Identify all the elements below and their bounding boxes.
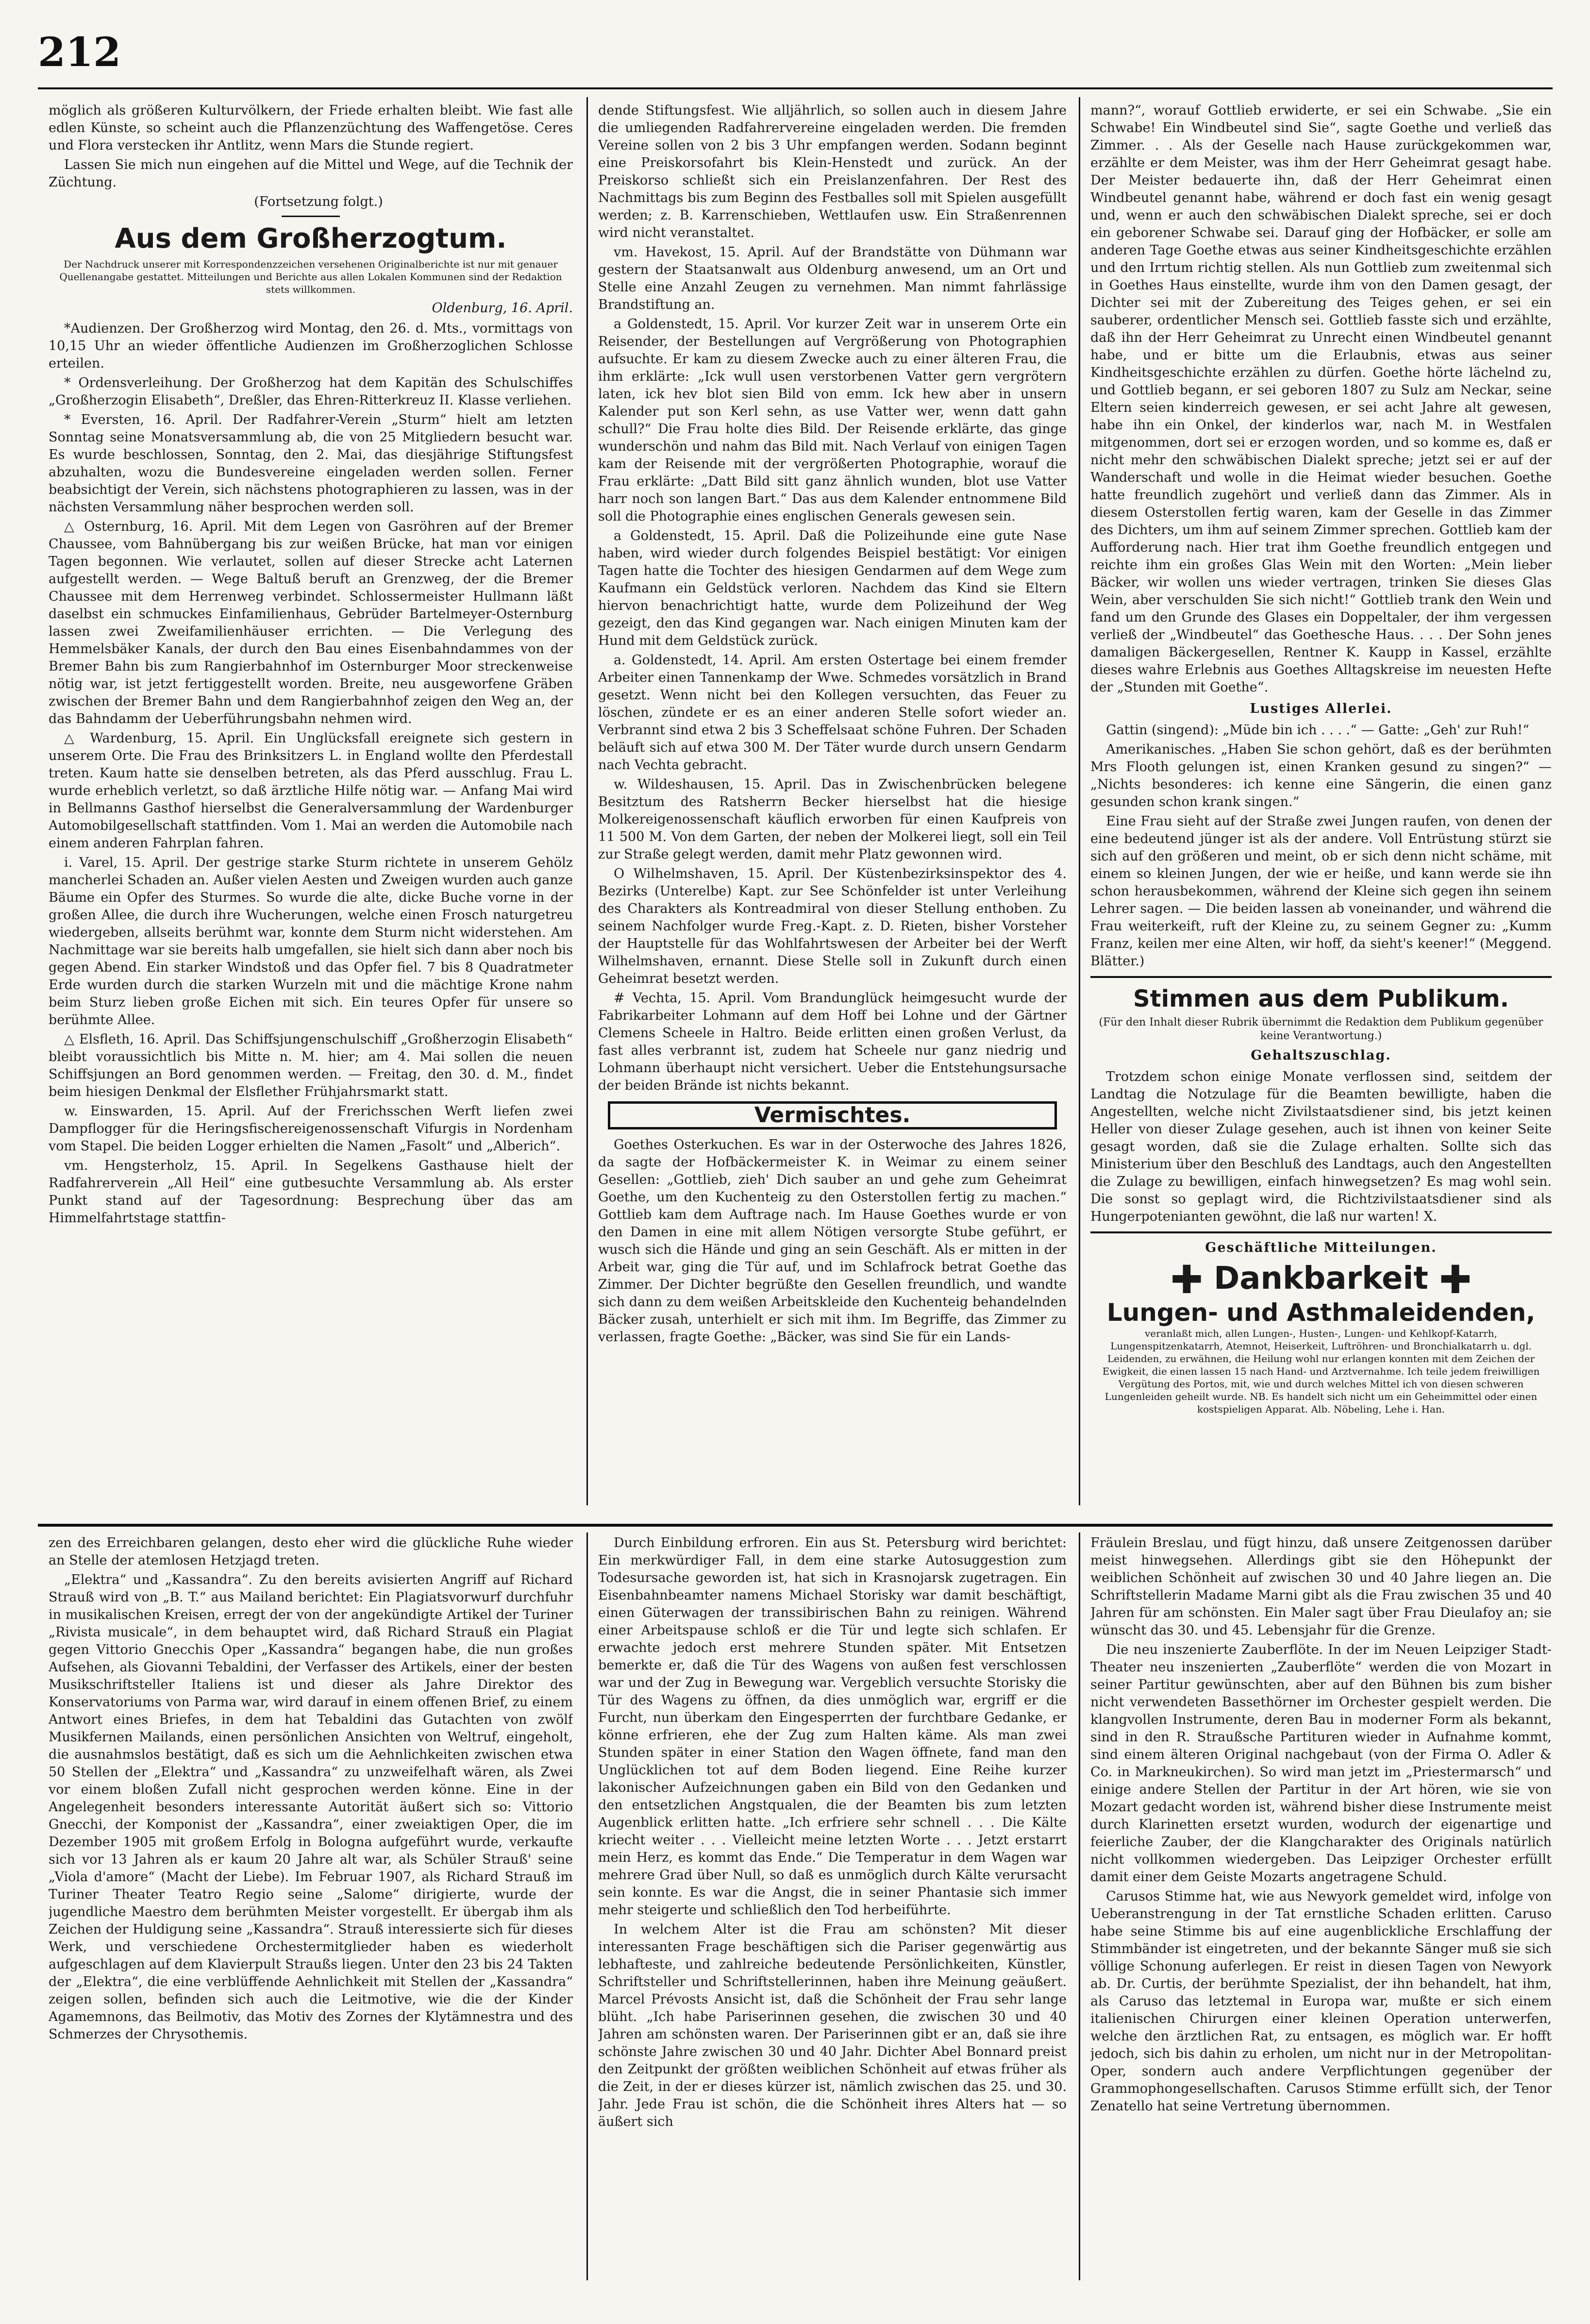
news-paragraph: △ Wardenburg, 15. April. Ein Unglücksfall ereignete sich gestern in unserem Orte. Die Frau des Brinksitzers L. in England wollte den Pferdestall treten. Kaum hatte sie denselben betreten, als das Pferd ausschlug. Frau L. wurde erheblich verletzt, so daß ärztliche Hilfe nötig war. — Anfang Mai wird in Bellmanns Gasthof hierselbst die Generalversammlung der Wardenburger Automobilgesellschaft stattfinden. Vom 1. Mai an werden die Automobile nach einem anderen Fahrplan fahren.	[49, 731, 573, 851]
news-paragraph: *Audienzen. Der Großherzog wird Montag, den 26. d. Mts., vormittags von 10,15 Uhr an wieder öffentliche Audienzen im Großherzoglichen Schlosse erteilen.	[49, 321, 573, 371]
feuilleton-paragraph: Die neu inszenierte Zauberflöte. In der im Neuen Leipziger Stadt-Theater neu inszenierten „Zauberflöte“ werden die von Mozart in seiner Partitur gewünschten, aber auf den Bühnen bis zum bisher nicht verwendeten Bassethörner im Orchester gespielt werden. Die klangvollen Instrumente, deren Bau in moderner Form als bekannt, sind in den R. Straußsche Partituren wieder in Aufnahme kommt, sind einem älteren Original nachgebaut (von der Firma O. Adler & Co. in Markneukirchen). So wird man jetzt im „Priestermarsch“ und einige andere Stellen der Partitur in der Art hören, wie sie von Mozart gedacht worden ist, während bisher diese Instrumente meist durch Klarinetten ersetzt wurden, wodurch der eigenartige und feierliche Zauber, der die Klangcharakter des Originals natürlich nicht vollkommen wiedergeben. Das Leipziger Orchester erfüllt damit einer dem Geiste Mozarts angetragene Schuld.	[1090, 1642, 1552, 1885]
column-divider-1	[586, 97, 588, 1505]
news-paragraph: a Goldenstedt, 15. April. Daß die Polizeihunde eine gute Nase haben, wird wieder durch folgendes Beispiel bestätigt: Vor einigen Tagen hatte die Tochter des hiesigen Gendarmen auf dem Wege zum Kaufmann ein Geldstück verloren. Nachdem das Kind sie Eltern hiervon benachrichtigt hatte, wurde dem Polizeihund der Weg gezeigt, den das Kind gegangen war. Nach einigen Minuten kam der Hund mit dem Geldstück zurück.	[598, 528, 1067, 648]
news-paragraph: * Ordensverleihung. Der Großherzog hat dem Kapitän des Schulschiffes „Großherzogin Elisabeth“, Dreßler, das Ehren-Ritterkreuz II. Klasse verliehen.	[49, 375, 573, 408]
bottom-column-divider-1	[586, 1532, 588, 2280]
ad-text: veranlaßt mich, allen Lungen-, Husten-, Lungen- und Kehlkopf-Katarrh, Lungenspitzenkatarrh, Atemnot, Heiserkeit, Luftröhren- und Bronchialkatarrh u. dgl. Leidenden, zu erwähnen, die Heilung wohl nur erlangen konnten mit dem Zeichen der Ewigkeit, die einen lassen 15 nach Hand- und Arztvernahme. Ich teile jedem freiwilligen Vergütung des Portos, mit, wie und durch welches Mittel ich von diesen schweren Lungenleiden geheilt wurde. NB. Es handelt sich nicht um ein Geheimmittel oder einen kostspieligen Apparat. Alb. Nöbeling, Lehe i. Han.	[1102, 1328, 1540, 1415]
joke-paragraph: Eine Frau sieht auf der Straße zwei Jungen raufen, von denen der eine bedeutend jünger ist als der andere. Voll Entrüstung stürzt sie sich auf den größeren und meint, ob er sich denn nicht schäme, mit einem so kleinen Jungen, der wie er heiße, und kann werde sie ihn schon herausbekommen, während der Kleine sich gegen ihn seinem Lehrer sagen. — Die beiden lassen ab voneinander, und während die Frau weiterkeift, ruft der Kleine zu, zu seinem Gegner zu: „Kumm Franz, keilen mer eine Alten, wir hoff, da sieht's keener!“ (Meggend. Blätter.)	[1090, 814, 1552, 969]
page-number: 212	[38, 29, 121, 76]
news-paragraph: w. Wildeshausen, 15. April. Das in Zwischenbrücken belegene Besitztum des Ratsherrn Becker hierselbst hat die hiesige Molkereigenossenschaft käuflich erworben für einen Kaufpreis von 11 500 M. Von dem Garten, der neben der Molkerei liegt, soll ein Teil zur Straße gelegt werden, damit mehr Platz gewonnen wird.	[598, 777, 1067, 862]
news-paragraph: w. Einswarden, 15. April. Auf der Frerichsschen Werft liefen zwei Dampflogger für die Heringsfischereigenossenschaft Vifurgis in Nordenham vom Stapel. Die beiden Logger erhielten die Namen „Fasolt“ und „Alberich“.	[49, 1104, 573, 1154]
separator-rule	[1090, 976, 1552, 978]
ad-head: Geschäftliche Mitteilungen.	[1205, 1240, 1437, 1255]
stimmen-note: (Für den Inhalt dieser Rubrik übernimmt die Redaktion dem Publikum gegenüber keine Verantwortung.)	[1099, 1016, 1543, 1042]
feuilleton-paragraph: Fräulein Breslau, und fügt hinzu, daß unsere Zeitgenossen darüber meist hinwegsehen. Allerdings gibt sie den Höhepunkt der weiblichen Schönheit auf zwischen 30 und 40 Jahre liegen an. Die Schriftstellerin Madame Marni gibt als die Frau zwischen 35 und 40 Jahren für am schönsten. Ein Maler sagt über Frau Dieulafoy an; sie wünscht das 30. und 45. Lebensjahr für die Grenze.	[1090, 1535, 1552, 1638]
bottom-column-1	[49, 1534, 573, 2282]
news-paragraph: △ Osternburg, 16. April. Mit dem Legen von Gasröhren auf der Bremer Chaussee, vom Bahnübergang bis zur weißen Brücke, hat man vor einigen Tagen begonnen. Wie verlautet, sollen auf dieser Strecke acht Laternen aufgestellt werden. — Wege Baltuß beruft an Grenzweg, der die Bremer Chaussee mit dem Herrenweg verbindet. Schlossermeister Hullmann läßt daselbst ein schmuckes Einfamilienhaus, Gebrüder Bartelmeyer-Osternburg lassen zwei Zweifamilienhäuser errichten. — Die Verlegung des Hemmelsbäker Kanals, der durch den Bau eines Eisenbahndammes von der Bremer Bahn bis zum Rangierbahnhof im Osternburger Moor streckenweise nötig war, ist jetzt fertiggestellt worden. Breite, neu ausgeworfene Gräben zwischen der Bremer Bahn und dem Rangierbahnhof zeigen den Weg an, der das Bahndamm der Ueberführungsbahn nehmen wird.	[49, 519, 573, 726]
feuilleton-paragraph: In welchem Alter ist die Frau am schönsten? Mit dieser interessanten Frage beschäftigen sich die Pariser gegenwärtig aus lebhafteste, und zahlreiche bedeutende Persönlichkeiten, Künstler, Schriftsteller und Schriftstellerinnen, haben ihre Meinung geäußert. Marcel Prévosts Ansicht ist, daß die Schönheit der Frau sehr lange blüht. „Ich habe Pariserinnen gesehen, die zwischen 30 und 40 Jahren am schönsten waren. Der Pariserinnen gibt er an, daß sie ihre schönste Jahre zwischen 30 und 40 Jahr. Dichter Abel Bonnard preist den Zeitpunkt der größten weiblichen Schönheit auf etwas früher als die Zeit, in der er dieses kürzer ist, nämlich zwischen das 25. und 30. Jahr. Jede Frau ist schön, die die Schönheit ihres Alters hat — so äußert sich	[598, 1922, 1067, 2129]
cross-icon: ✚	[1439, 1257, 1472, 1303]
column-1	[49, 102, 573, 1515]
column-divider-2	[1079, 97, 1080, 1505]
story-paragraph: mann?“, worauf Gottlieb erwiderte, er sei ein Schwabe. „Sie ein Schwabe! Ein Windbeutel sind Sie“, sagte Goethe und verließ das Zimmer. . . Als der Geselle nach Hause zurückgekommen war, erzählte er dem Meister, was ihm der Herr Geheimrat gesagt habe. Der Meister bedauerte ihn, daß der Herr Geheimrat einen Windbeutel genannt habe, während er doch fast ein wenig gesagt und, wenn er auch den schwäbischen Dialekt spreche, sei er doch ein geborener Schwabe sei. Darauf ging der Hofbäcker, er solle am anderen Tage Goethe etwas aus seiner Kindheitsgeschichte erzählen und den Irrtum richtig stellen. Als nun Gottlieb zum zweitenmal sich in Goethes Haus einstellte, wurde ihm von den Damen gesagt, der Dichter sei mit der Zubereitung des Teiges gehen, er sei ein sauberer, ordentlicher Mensch sei. Gottlieb fasste sich und erzählte, daß ihn der Herr Geheimrat zu Unrecht einen Windbeutel genannt habe, und er bitte um die Erlaubnis, etwas aus seiner Kindheitsgeschichte erzählen zu dürfen. Goethe hörte lächelnd zu, und Gottlieb begann, er sei geboren 1807 zu Sulz am Neckar, seine Eltern seien kinderreich gewesen, er sei acht Jahre alt gewesen, habe ihn ein Onkel, der kinderlos war, nach M. in Westfalen mitgenommen, dort sei er erzogen worden, und so komme es, daß er nicht mehr den schwäbischen Dialekt spreche; jetzt sei er auf der Wanderschaft und wolle in die Heimat wieder besuchen. Goethe hatte freundlich zugehört und verließ dann das Zimmer. Als in diesem Osterstollen fertig waren, kam der Geselle in das Zimmer des Dichters, um ihm auf seinem Zimmer sprechen. Gottlieb kam der Aufforderung nach. Hier trat ihm Goethe freundlich entgegen und reichte ihm ein großes Glas Wein mit den Worten: „Mein lieber Bäcker, wir wollen uns wieder vertragen, trinken Sie dieses Glas Wein, aber verschulden Sie sich nicht!“ Gottlieb trank den Wein und fand um den Grunde des Glases ein Doppeltaler, der ihm vergessen verließ der „Windbeutel“ das Goethesche Haus. . . . Der Sohn jenes damaligen Bäckergesellen, Rentner K. Kaupp in Kassel, erzählte dieses wahre Erlebnis aus Goethes Alltagskreise im neuesten Hefte der „Stunden mit Goethe“.	[1090, 103, 1552, 695]
ad-title-text: Dankbarkeit	[1214, 1261, 1428, 1297]
separator	[282, 216, 340, 217]
news-paragraph: dende Stiftungsfest. Wie alljährlich, so sollen auch in diesem Jahre die umliegenden Radfahrervereine eingeladen werden. Die fremden Vereine sollen von 2 bis 3 Uhr empfangen werden. Sodann beginnt eine Preiskorsofahrt bis Klein-Henstedt und zurück. An der Preiskorso schließt sich ein Preislanzenfahren. Der Rest des Nachmittags bis zum Beginn des Festballes soll mit Spielen ausgefüllt werden; z. B. Karrenschieben, Wettlaufen usw. Ein Straßenrennen wird nicht veranstaltet.	[598, 103, 1067, 240]
intro-paragraph: möglich als größeren Kulturvölkern, der Friede erhalten bleibt. Wie fast alle edlen Künste, so scheint auch die Pflanzenzüchtung des Waffengetöse. Ceres und Flora verstecken ihr Antlitz, wenn Mars die Stunde regiert.	[49, 103, 573, 153]
bottom-column-3	[1090, 1534, 1552, 2282]
news-paragraph: △ Elsfleth, 16. April. Das Schiffsjungenschulschiff „Großherzogin Elisabeth“ bleibt voraussichtlich bis Mitte n. M. hier; am 4. Mai sollen die neuen Schiffsjungen an Bord genommen werden. — Freitag, den 30. d. M., findet beim hiesigen Denkmal der Elsflether Frühjahrsmarkt statt.	[49, 1032, 573, 1099]
intro-paragraph: Lassen Sie mich nun eingehen auf die Mittel und Wege, auf die Technik der Züchtung.	[49, 157, 573, 190]
cross-icon: ✚	[1170, 1257, 1203, 1303]
feuilleton-paragraph: zen des Erreichbaren gelangen, desto eher wird die glückliche Ruhe wieder an Stelle der atemlosen Hetzjagd treten.	[49, 1535, 573, 1568]
news-paragraph: a. Goldenstedt, 14. April. Am ersten Ostertage bei einem fremder Arbeiter einen Tannenkamp der Wwe. Schmedes vorsätzlich in Brand gesetzt. Wenn nicht bei den Kollegen versuchten, das Feuer zu löschen, zündete er es an einer anderen Stelle sofort wieder an. Verbrannt sind etwa 2 bis 3 Scheffelsaat schöne Fuhren. Der Schaden beläuft sich auf etwa 300 M. Der Täter wurde durch unsern Gendarm nach Vechta gebracht.	[598, 653, 1067, 773]
dateline: Oldenburg, 16. April.	[432, 301, 573, 316]
feuilleton-paragraph: „Elektra“ und „Kassandra“. Zu den bereits avisierten Angriff auf Richard Strauß wird von „B. T.“ aus Mailand berichtet: Ein Plagiatsvorwurf durchfuhr in musikalischen Kreisen, erregt der von der angekündigte Artikel der Turiner „Rivista musicale“, in dem behauptet wird, daß Richard Strauß ein Plagiat gegen Vittorio Gnecchis Oper „Kassandra“ begangen habe, die nun großes Aufsehen, als Giovanni Tebaldini, der Verfasser des Artikels, einer der besten Musikschriftsteller Italiens ist und dieser als Jahre Direktor des Konservatoriums von Parma war, wird darauf in einem offenen Brief, zu einem Antwort eines Briefes, in dem hat Tebaldini das Gutachten von zwölf Musikfernen Mailands, einen persönlichen Ansichten von Weltruf, eingeholt, die ausnahmslos bestätigt, daß es sich um die Aehnlichkeiten zwischen etwa 50 Stellen der „Elektra“ und „Kassandra“ zu unzweifelhaft wären, als Zwei vor einem bloßen Zufall nicht gesprochen werden könne. Eine in der Angelegenheit besonders interessante Autorität äußert sich so: Vittorio Gnecchi, der Komponist der „Kassandra“, einer zweiaktigen Oper, die im Dezember 1905 mit großem Erfolg in Bologna aufgeführt wurde, verkaufte sich vor 13 Jahren als er kaum 20 Jahre alt war, als Schüler Strauß' seine „Viola d'amore“ (Macht der Liebe). Im Februar 1907, als Richard Strauß im Turiner Theater Teatro Regio seine „Salome“ dirigierte, wurde der jugendliche Maestro dem berühmten Meister vorgestellt. Er übergab ihm als Zeichen der Huldigung seine „Kassandra“. Strauß interessierte sich für dieses Werk, und verschiedene Orchestermitglieder haben es wiederholt aufgeschlagen auf dem Klavierpult Straußs liegen. Unter den 23 bis 24 Takten der „Elektra“, die eine verblüffende Aehnlichkeit mit Stellen der „Kassandra“ zeigen sollen, befinden sich auch die Leitmotive, wie die der Kinder Agamemnons, das Beilmotiv, das Motiv des Zornes der Klytämnestra und des Schmerzes der Chrysothemis.	[49, 1572, 573, 2042]
news-paragraph: a Goldenstedt, 15. April. Vor kurzer Zeit war in unserem Orte ein Reisender, der Bestellungen auf Vergrößerung von Photographien aufsuchte. Er kam zu diesem Zwecke auch zu einer älteren Frau, die ihm erklärte: „Ick wull usen verstorbenen Vatter gern vergrötern laten, ick hev blot sien Bild von emm. Ick hew aber in unsern Kalender put son Kerl sehn, as use Vatter wer, wenn datt gahn schull?“ Die Frau holte dies Bild. Der Reisende erklärte, das ginge wunderschön und nahm das Bild mit. Nach Verlauf von einigen Tagen kam der Reisende mit der vergrößerten Photographie, worauf die Frau erklärte: „Datt Bild sitt ganz ähnlich wunden, blot use Vatter harr noch son langen Bart.“ Das aus dem Kalender entnommene Bild soll die Photographie eines englischen Generals gewesen sein.	[598, 317, 1067, 524]
middle-rule	[38, 1524, 1553, 1527]
joke-paragraph: Gattin (singend): „Müde bin ich . . . .“ — Gatte: „Geh' zur Ruh!“	[1106, 723, 1529, 738]
top-rule	[38, 87, 1553, 89]
news-paragraph: vm. Hengsterholz, 15. April. In Segelkens Gasthause hielt der Radfahrerverein „All Heil“ eine gutbesuchte Versammlung ab. Als erster Punkt stand auf der Tagesordnung: Besprechung über das am Himmelfahrtstage stattfin-	[49, 1158, 573, 1226]
bottom-column-2	[598, 1534, 1067, 2282]
news-paragraph: i. Varel, 15. April. Der gestrige starke Sturm richtete in unserem Gehölz mancherlei Schaden an. Außer vielen Aesten und Zweigen wurden auch ganze Bäume ein Opfer des Sturmes. So wurde die alte, dicke Buche vorne in der großen Allee, die durch ihre Wucherungen, welche einen Frosch naturgetreu wiedergeben, allseits berühmt war, konnte dem Sturm nicht widerstehen. Am Nachmittage war sie bereits halb umgefallen, sie hielt sich dann aber noch bis gegen Abend. Ein starker Windstoß und das Opfer fiel. 7 bis 8 Quadratmeter Erde wurden durch die starken Wurzeln mit und die mächtige Krone nahm beim Sturz lieben große Eichen mit sich. Ein teures Opfer für unsere so berühmte Allee.	[49, 855, 573, 1027]
news-paragraph: O Wilhelmshaven, 15. April. Der Küstenbezirksinspektor des 4. Bezirks (Unterelbe) Kapt. zur See Schönfelder ist unter Verleihung des Charakters als Kontreadmiral von dieser Stellung enthoben. Zu seinem Nachfolger wurde Freg.-Kapt. z. D. Rieten, bisher Vorsteher der Hauptstelle für das Wohlfahrtswesen der Arbeiter bei der Werft Wilhelmshaven, ernannt. Diese Stelle soll in Zukunft durch einen Geheimrat besetzt werden.	[598, 866, 1067, 986]
section-title-stimmen: Stimmen aus dem Publikum.	[1133, 985, 1509, 1012]
gehalt-title: Gehaltszuschlag.	[1251, 1048, 1391, 1063]
reprint-note: Der Nachdruck unserer mit Korrespondenzzeichen versehenen Originalberichte ist nur mit genauer Quellenangabe gestattet. Mitteilungen und Berichte aus allen Lokalen Kommunen sind der Redaktion stets willkommen.	[59, 258, 562, 295]
column-3	[1090, 102, 1552, 1515]
ad-title	[1090, 1257, 1552, 1303]
section-title-grossherzogtum: Aus dem Großherzogtum.	[115, 223, 507, 254]
joke-paragraph: Amerikanisches. „Haben Sie schon gehört, daß es der berühmten Mrs Flooth gelungen ist, einen Kranken gesund zu singen?“ — „Nichts besonderes: ich kenne eine Sängerin, die einen ganz gesunden schon krank singen.“	[1090, 742, 1552, 809]
ad-subtitle: Lungen- und Asthmaleidenden,	[1106, 1298, 1536, 1327]
feuilleton-paragraph: Durch Einbildung erfroren. Ein aus St. Petersburg wird berichtet: Ein merkwürdiger Fall, in dem eine starke Autosuggestion zum Todesursache geworden ist, hat sich in Krasnojarsk zugetragen. Ein Eisenbahnbeamter namens Michael Storisky war damit beschäftigt, einen Güterwagen der transsibirischen Bahn zu reinigen. Während einer Arbeitspause schloß er die Tür und legte sich schlafen. Er erwachte jedoch erst mehrere Stunden später. Mit Entsetzen bemerkte er, daß die Tür des Wagens von außen fest verschlossen war und der Zug in Bewegung war. Vergeblich versuchte Storisky die Tür des Wagens zu öffnen, da dies unmöglich war, ergriff er die Furcht, nun überkam den Eingesperrten der furchtbare Gedanke, er könne erfrieren, ehe der Zug zum Halten käme. Als man zwei Stunden später in einer Station den Wagen öffnete, fand man den Unglücklichen tot auf dem Boden liegend. Eine Reihe kurzer lakonischer Aufzeichnungen gaben ein Bild von den Gedanken und den entsetzlichen Angstqualen, die der Beamten bis zum letzten Augenblick erlitten hatte. „Ich erfriere sehr schnell . . . Die Kälte kriecht weiter . . . Vielleicht meine letzten Worte . . . Jetzt erstarrt mein Herz, es kommt das Ende.“ Die Temperatur in dem Wagen war mehrere Grad über Null, so daß es unmöglich durch Kälte verursacht sein konnte. Es war die Angst, die in seiner Phantasie sich immer mehr steigerte und schließlich den Tod herbeiführte.	[598, 1535, 1067, 1918]
lustiges-title: Lustiges Allerlei.	[1250, 701, 1392, 716]
section-title-vermischtes: Vermischtes.	[608, 1101, 1057, 1129]
separator-rule	[1090, 1231, 1552, 1233]
story-paragraph: Goethes Osterkuchen. Es war in der Osterwoche des Jahres 1826, da sagte der Hofbäckermeister K. in Weimar zu einem seiner Gesellen: „Gottlieb, zieh' Dich sauber an und gehe zum Geheimrat Goethe, um den Kuchenteig zu den Osterstollen fertig zu machen.“ Gottlieb kam dem Auftrage nach. Im Hause Goethes wurde er von den Damen in eine mit allem Nötigen versorgte Stube geführt, er wusch sich die Hände und ging an sein Geschäft. Als er mitten in der Arbeit war, ging die Tür auf, und im Schlafrock betrat Goethe das Zimmer. Der Dichter begrüßte den Gesellen freundlich, und wandte sich dann zu dem weißen Arbeitskleide den Kuchenteig behandelnden Bäcker zusah, unterhielt er sich mit ihm. Im Begriffe, das Zimmer zu verlassen, fragte Goethe: „Bäcker, was sind Sie für ein Lands-	[598, 1137, 1067, 1345]
news-paragraph: # Vechta, 15. April. Vom Brandunglück heimgesucht wurde der Fabrikarbeiter Lohmann auf dem Hoff bei Lohne und der Gärtner Clemens Scheele in Haltro. Beide erlitten einen großen Verlust, da fast alles verbrannt ist, zudem hat Scheele nur ganz niedrig und Lohmann überhaupt nicht versichert. Ueber die Entstehungsursache der beiden Brände ist nichts bekannt.	[598, 991, 1067, 1093]
bottom-column-divider-2	[1079, 1532, 1080, 2280]
news-paragraph: * Eversten, 16. April. Der Radfahrer-Verein „Sturm“ hielt am letzten Sonntag seine Monatsversammlung ab, die von 25 Mitgliedern besucht war. Es wurde beschlossen, Sonntag, den 2. Mai, das diesjährige Stiftungsfest abzuhalten, wozu die Bundesvereine eingeladen werden sollen. Ferner beabsichtigt der Verein, sich nächstens photographieren zu lassen, was in der nächsten Versammlung näher besprochen werden soll.	[49, 412, 573, 515]
column-2	[598, 102, 1067, 1515]
letter-paragraph: Trotzdem schon einige Monate verflossen sind, seitdem der Landtag die Notzulage für die Beamten bewilligte, haben die Angestellten, welche nicht Zivilstaatsdiener sind, bis jetzt keinen Heller von dieser Zulage gesehen, auch ist ihnen von keiner Seite gesagt worden, daß sie die Zulage erhalten. Sollte sich das Ministerium über den Beschluß des Landtags, auch den Angestellten die Zulage zu bewilligen, einfach hinwegsetzen? Es mag wohl sein. Die sonst so geplagt wird, die Richtzivilstaatsdiener sind als Hungerpotenianten gewöhnt, die laß nur warten! X.	[1090, 1069, 1552, 1224]
feuilleton-paragraph: Carusos Stimme hat, wie aus Newyork gemeldet wird, infolge von Ueberanstrengung in der Tat ernstliche Schaden erlitten. Caruso habe seine Stimme bis auf eine augenblickliche Erschlaffung der Stimmbänder ist eingetreten, und der bekannte Sänger muß sie sich völlige Schonung auferlegen. Er reist in diesen Tagen von Newyork ab. Dr. Curtis, der berühmte Spezialist, der ihn behandelt, hat ihm, als Caruso das letztemal in Europa war, mußte er sich einem italienischen Chirurgen einer kleinen Operation unterwerfen, welche den ärztlichen Rat, zu entsagen, es möglich war. Er hofft jedoch, sich bis dahin zu erholen, um nicht nur in der Metropolitan-Oper, sondern auch andere Verpflichtungen gegenüber der Grammophongesellschaften. Carusos Stimme erfüllt sich, der Tenor Zenatello hat seine Vertretung übernommen.	[1090, 1889, 1552, 2114]
news-paragraph: vm. Havekost, 15. April. Auf der Brandstätte von Dühmann war gestern der Staatsanwalt aus Oldenburg anwesend, um an Ort und Stelle eine Anzahl Zeugen zu vernehmen. Man nimmt fahrlässige Brandstiftung an.	[598, 245, 1067, 312]
continuation-note: (Fortsetzung folgt.)	[254, 194, 383, 209]
